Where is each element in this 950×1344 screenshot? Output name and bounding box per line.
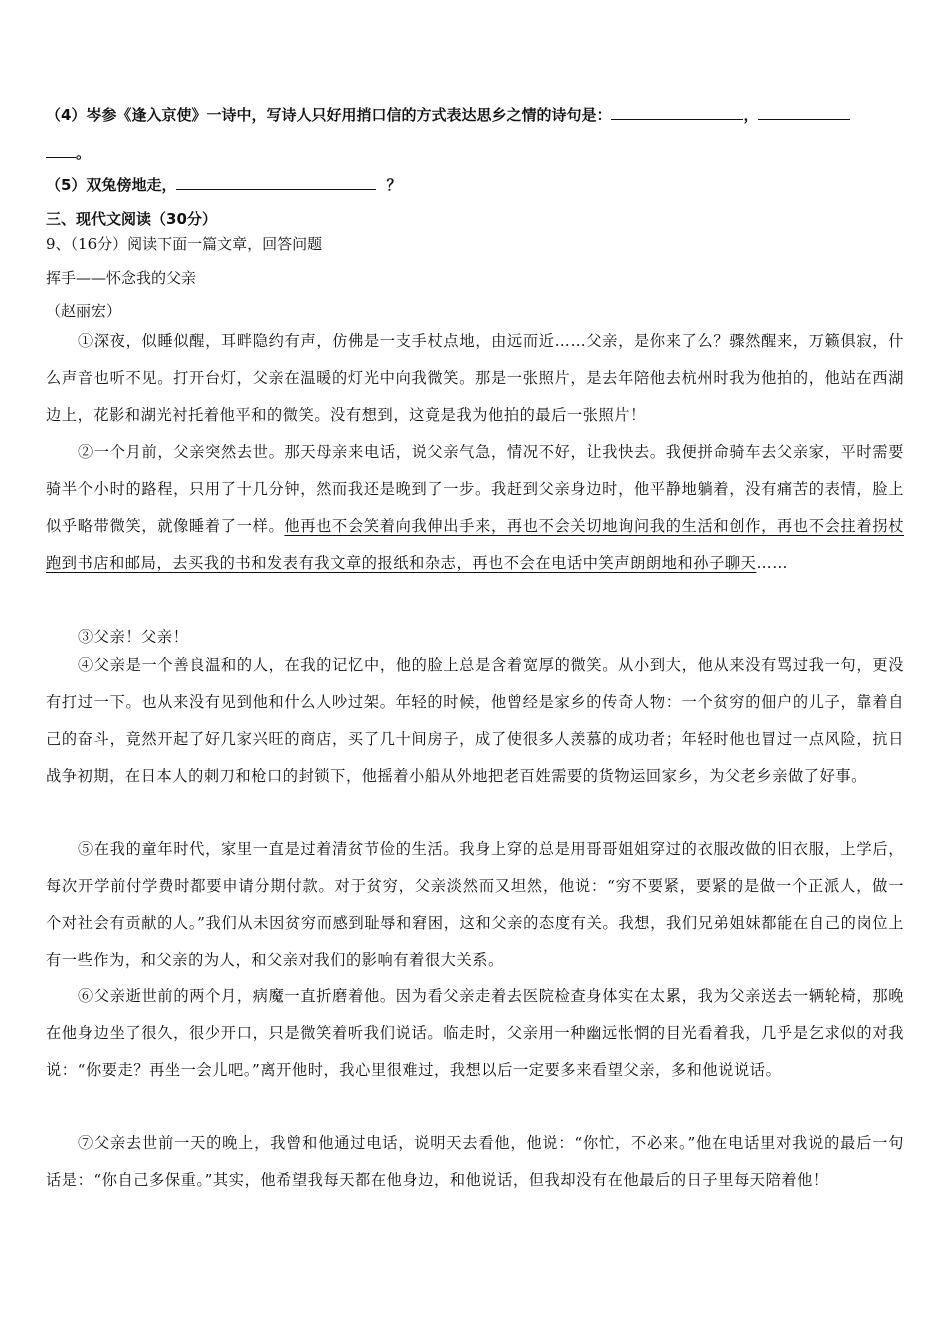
paragraph-4: ④父亲是一个善良温和的人，在我的记忆中，他的脸上总是含着宽厚的微笑。从小到大，他从来没有骂过我一句，更没有打过一下。也从来没有见到他和什么人吵过架。年轻的时候，他曾经是家乡的传奇人物：一个贫穷的佃户的儿子，靠着自己的奋斗，竟然开起了好几家兴旺的商店，买了几十间房子，成了使很多人羡慕的成功者；年轻时他也冒过一点风险，抗日战争初期，在日本人的刺刀和枪口的封锁下，他摇着小船从外地把老百姓需要的货物运回家乡，为父老乡亲做了好事。 xyxy=(46,656,904,785)
section-title: 三、现代文阅读（30分） xyxy=(46,210,217,228)
article-author: （赵丽宏） xyxy=(46,302,122,320)
paragraph-1: ①深夜，似睡似醒，耳畔隐约有声，仿佛是一支手杖点地，由远而近……父亲，是你来了么？骤然醒来，万籁俱寂，什么声音也听不见。打开台灯，父亲在温暖的灯光中向我微笑。那是一张照片，是去年陪他去杭州时我为他拍的，他站在西湖边上，花影和湖光衬托着他平和的微笑。没有想到，这竟是我为他拍的最后一张照片！ xyxy=(46,332,904,424)
answer-blank-3[interactable] xyxy=(176,175,376,190)
answer-blank-2-cont[interactable] xyxy=(46,143,76,158)
paragraph-7: ⑦父亲去世前一天的晚上，我曾和他通过电话，说明天去看他，他说：“你忙，不必来。”他在电话里对我说的最后一句话是：“你自己多保重。”其实，他希望我每天都在他身边，和他说话，但我却没有在他最后的日子里每天陪着他！ xyxy=(46,1134,904,1189)
question-5-end: ？ xyxy=(386,176,402,194)
question-4-sep: ， xyxy=(743,106,759,124)
paragraph-2-text: ②一个月前，父亲突然去世。那天母亲来电话，说父亲气急，情况不好，让我快去。我便拼命骑车去父亲家，平时需要骑半个小时的路程，只用了十几分钟，然而我还是晚到了一步。我赶到父亲身边时，他平静地躺着，没有痛苦的表情，脸上似乎略带微笑，就像睡着了一样。 xyxy=(46,443,904,535)
paragraph-2-ellipsis: …… xyxy=(756,554,789,572)
paragraph-3: ③父亲！父亲！ xyxy=(78,628,189,646)
question-4-text: （4）岑参《逢入京使》一诗中，写诗人只好用捎口信的方式表达思乡之情的诗句是： xyxy=(46,106,612,124)
paragraph-6: ⑥父亲逝世前的两个月，病魔一直折磨着他。因为看父亲走着去医院检查身体实在太累，我为父亲送去一辆轮椅，那晚在他身边坐了很久，很少开口，只是微笑着听我们说话。临走时，父亲用一种幽远怅惘的目光看着我，几乎是乞求似的对我说：“你要走？再坐一会儿吧。”离开他时，我心里很难过，我想以后一定要多来看望父亲，多和他说说话。 xyxy=(46,987,904,1079)
answer-blank-2[interactable] xyxy=(758,105,850,120)
answer-blank-1[interactable] xyxy=(611,105,743,120)
question-5-text: （5）双兔傍地走， xyxy=(46,176,177,194)
question-4 xyxy=(46,104,850,125)
question-5 xyxy=(46,174,401,195)
underlined-passage: 他再也不会笑着向我伸出手来，再也不会关切地询问我的生活和创作，再也不会拄着拐杖跑到书店和邮局，去买我的书和发表有我文章的报纸和杂志，再也不会在电话中笑声朗朗地和孙子聊天 xyxy=(46,517,905,572)
question-intro: 9、（16分）阅读下面一篇文章，回答问题 xyxy=(46,235,323,253)
article-title: 挥手——怀念我的父亲 xyxy=(46,269,197,287)
paragraph-2 xyxy=(46,434,904,582)
question-4-end: 。 xyxy=(76,144,92,162)
question-4-cont xyxy=(46,142,91,163)
paragraph-5: ⑤在我的童年时代，家里一直是过着清贫节俭的生活。我身上穿的总是用哥哥姐姐穿过的衣服改做的旧衣服，上学后，每次开学前付学费时都要申请分期付款。对于贫穷，父亲淡然而又坦然，他说：“穷不要紧，要紧的是做一个正派人，做一个对社会有贡献的人。”我们从未因贫穷而感到耻辱和窘困，这和父亲的态度有关。我想，我们兄弟姐妹都能在自己的岗位上有一些作为，和父亲的为人，和父亲对我们的影响有着很大关系。 xyxy=(46,840,904,969)
